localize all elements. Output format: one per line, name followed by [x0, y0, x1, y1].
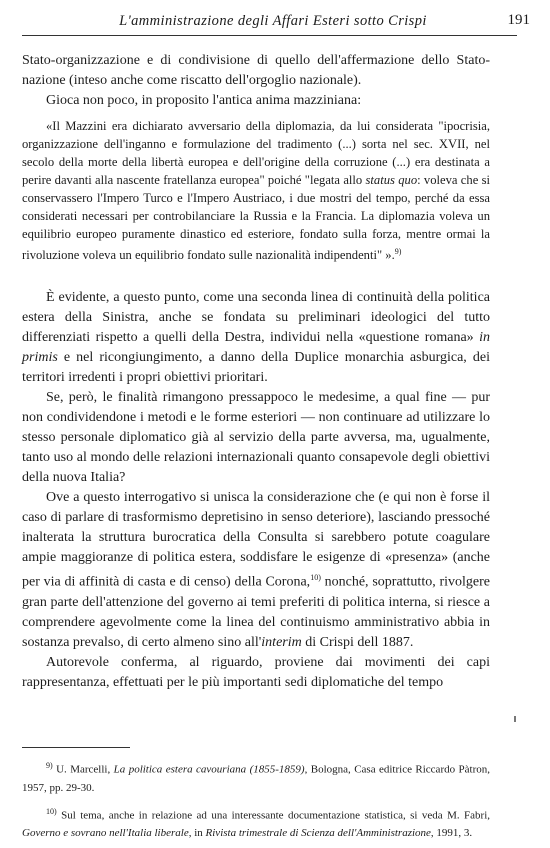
p5-text-b: nonché, soprattutto, rivolgere gran parte dell'attenzione del governo ai temi preferiti di politica interna, si riesce a comprendere agevolmente come la linea del continuismo amministrativo abbia in sostanza prevalso, di certo almeno sino all' [22, 574, 491, 650]
running-title: L'amministrazione degli Affari Esteri sotto Crispi [119, 13, 427, 29]
footnote-9-title: La politica estera cavouriana (1855-1859) [113, 763, 305, 776]
margin-mark [514, 716, 516, 722]
footnote-10-journal: Rivista trimestrale di Scienza dell'Amministrazione [205, 827, 431, 840]
footnote-ref-9: 9) [394, 247, 402, 256]
footnote-9-mark: 9) [46, 761, 53, 770]
footnote-9-text-b: , Bologna, Casa editrice Riccardo Pàtron, 1957, pp. 29-30. [22, 763, 490, 794]
paragraph-3 [22, 288, 490, 388]
section-gap [22, 264, 490, 288]
footnote-10 [22, 803, 490, 843]
p5-text-c: di Crispi dell 1887. [301, 634, 414, 650]
paragraph-1: Stato-organizzazione e di condivisione di quello dell'affermazione dello Stato-nazione (inteso anche come riscatto dell'orgoglio nazionale). [22, 53, 490, 88]
quote-text-a: «Il Mazzini era dichiarato avversario della diplomazia, da lui considerata "ipocrisia, organizzazione dell'inganno e formulazione del tradimento (...) sorta nel sec. XVII, nel secolo della morte della libertà europea e dell'origine della corruzione (...) era destinata a perire davanti alla nascente fratellanza europea" poiché "legata allo [22, 119, 490, 187]
quote-italic: status quo [365, 173, 418, 187]
footnote-9-text-a: U. Marcelli, [52, 763, 114, 776]
header-rule [22, 35, 517, 36]
page-header [18, 10, 530, 32]
mazzini-quotation [22, 117, 490, 264]
paragraph-2: Gioca non poco, in proposito l'antica anima mazziniana: [46, 93, 362, 108]
footnote-10-mark: 10) [46, 806, 57, 816]
page-number: 191 [507, 12, 530, 28]
footnote-10-text-c: , 1991, 3. [430, 827, 473, 840]
footnotes [22, 757, 490, 848]
p3-text-b: e nel ricongiungimento, a danno della Duplice monarchia asburgica, dei territori irredenti i propri obiettivi prioritari. [22, 350, 490, 386]
footnote-10-text-b: , in [188, 827, 206, 840]
p3-text-a: È evidente, a questo punto, come una seconda linea di continuità della politica estera della Sinistra, anche se fondata su preliminari ideologici del tutto differenziati rispetto a quelli della Destra, individui nella «questione romana» [22, 290, 490, 346]
quote-text-b: : voleva che si conservassero l'Impero Turco e l'Impero Austriaco, i due mostri del tempo, perché da essa considerati necessari per controbilanciare la Russia e la Francia. La diplomazia voleva un equilibrio europeo puramente dinastico ed esteriore, fondato sulla forza, mentre ormai la rivoluzione voleva un equilibrio fondato sulle nazionalità indipendenti" ». [22, 173, 490, 263]
main-text [22, 51, 490, 693]
p3-italic: in primis [22, 330, 490, 366]
paragraph-4: Se, però, le finalità rimangono pressappoco le medesime, a qual fine — pur non condividendone i metodi e le forme esteriori — non continuare ad utilizzare lo stesso personale diplomatico già al servizio della parte avversa, ma, ugualmente, tanto uso al mondo delle relazioni internazionali quanto consapevole degli obiettivi della nuova Italia? [22, 390, 490, 486]
footnote-ref-10: 10) [310, 573, 321, 583]
p5-text-a: Ove a questo interrogativo si unisca la considerazione che (e qui non è forse il caso di parlare di trasformismo depretisino in senso deteriore), lasciando pressoché inalterata la struttura burocratica della Consulta si sarebbero potute coagulare ampie maggioranze di politica estera, soddisfare le esigenze di «presenza» (anche per via di affinità di casta e di censo) della Corona, [22, 490, 490, 590]
p5-italic: interim [261, 634, 302, 650]
paragraph-5 [22, 488, 490, 653]
footnote-10-text-a: Sul tema, anche in relazione ad una interessante documentazione statistica, si veda M. Fabri, [56, 809, 490, 822]
footnote-rule [22, 747, 130, 748]
footnote-10-title: Governo e sovrano nell'Italia liberale [22, 827, 189, 840]
footnote-9 [22, 757, 490, 797]
paragraph-6: Autorevole conferma, al riguardo, proviene dai movimenti dei capi rappresentanza, effettuati per le più importanti sedi diplomatiche del tempo [22, 654, 490, 690]
